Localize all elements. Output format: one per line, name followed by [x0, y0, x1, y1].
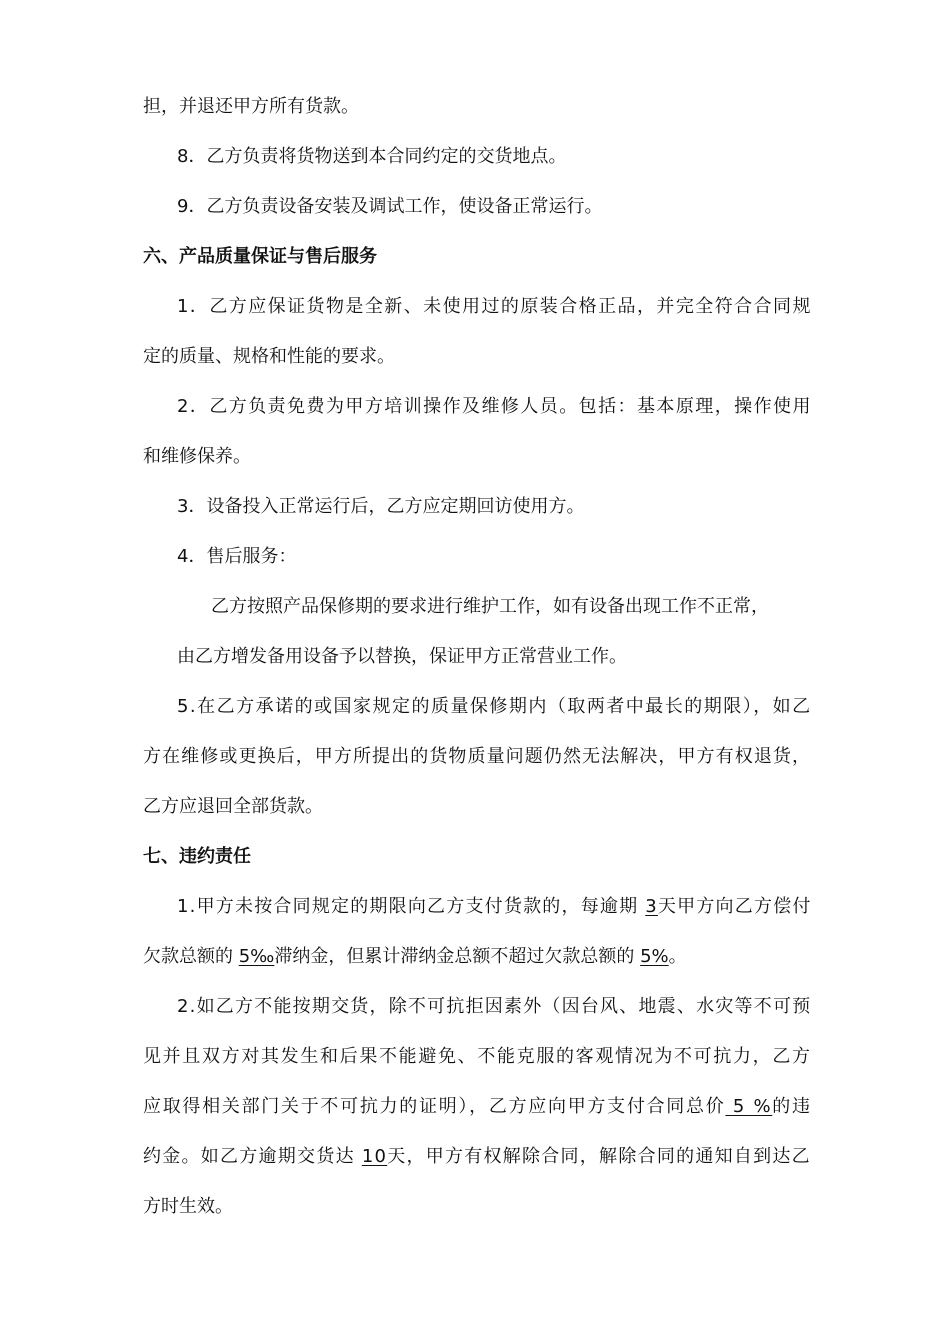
text-line: [143, 792, 323, 822]
text-segment: 由乙方增发备用设备予以替换，保证甲方正常营业工作。: [177, 646, 627, 667]
text-line: [177, 542, 296, 572]
text-segment: 欠款总额的: [143, 946, 239, 967]
text-segment: 3．设备投入正常运行后，乙方应定期回访使用方。: [177, 496, 585, 517]
text-segment: 4．售后服务：: [177, 546, 297, 567]
text-line: [177, 292, 812, 322]
text-line: [177, 492, 584, 522]
text-segment: 1.甲方未按合同规定的期限向乙方支付货款的，每逾期: [177, 896, 646, 917]
section-heading: [143, 842, 251, 872]
text-line: [177, 992, 811, 1022]
text-segment: 七、违约责任: [143, 846, 251, 867]
text-segment: 约金。如乙方逾期交货达: [143, 1146, 362, 1167]
text-line: [177, 392, 812, 422]
text-line: [177, 192, 602, 222]
text-segment: 2.如乙方不能按期交货，除不可抗拒因素外（因台风、地震、水灾等不可预: [177, 996, 812, 1017]
text-line: [177, 142, 566, 172]
text-line: [143, 442, 251, 472]
text-segment: 。: [668, 946, 687, 967]
text-segment: 乙方应退回全部货款。: [143, 796, 323, 817]
text-segment: 5.在乙方承诺的或国家规定的质量保修期内（取两者中最长的期限），如乙: [177, 696, 812, 717]
text-line: [143, 1092, 812, 1122]
text-segment: 六、产品质量保证与售后服务: [143, 246, 377, 267]
text-segment: 方时生效。: [143, 1196, 233, 1217]
text-segment: 乙方按照产品保修期的要求进行维护工作，如有设备出现工作不正常，: [211, 596, 769, 617]
underlined-value: 5%: [640, 946, 669, 967]
underlined-value: 5 %: [725, 1096, 773, 1117]
text-segment: 担，并退还甲方所有货款。: [143, 96, 359, 117]
underlined-value: 5‰: [238, 946, 275, 967]
text-segment: 的违: [772, 1096, 812, 1117]
text-segment: 见并且双方对其发生和后果不能避免、不能克服的客观情况为不可抗力，乙方: [143, 1046, 812, 1067]
section-heading: [143, 242, 377, 272]
text-line: [143, 342, 395, 372]
text-segment: 1．乙方应保证货物是全新、未使用过的原装合格正品，并完全符合合同规: [177, 296, 812, 317]
text-line: [177, 692, 812, 722]
text-line: [177, 642, 627, 672]
text-segment: 天甲方向乙方偿付: [657, 896, 812, 917]
text-line: [143, 942, 687, 972]
underlined-value: 10: [361, 1146, 388, 1167]
text-line: [143, 1192, 233, 1222]
underlined-value: 3: [645, 896, 658, 917]
text-segment: 8．乙方负责将货物送到本合同约定的交货地点。: [177, 146, 567, 167]
text-line: [177, 892, 812, 922]
text-line: [211, 592, 769, 622]
text-line: [143, 1042, 812, 1072]
text-line: [143, 92, 359, 122]
text-segment: 应取得相关部门关于不可抗力的证明），乙方应向甲方支付合同总价: [143, 1096, 726, 1117]
text-line: [143, 1142, 811, 1172]
text-segment: 滞纳金，但累计滞纳金总额不超过欠款总额的: [274, 946, 641, 967]
text-segment: 9．乙方负责设备安装及调试工作，使设备正常运行。: [177, 196, 603, 217]
text-segment: 天，甲方有权解除合同，解除合同的通知自到达乙: [387, 1146, 811, 1167]
text-segment: 2．乙方负责免费为甲方培训操作及维修人员。包括：基本原理，操作使用: [177, 396, 812, 417]
text-segment: 定的质量、规格和性能的要求。: [143, 346, 395, 367]
text-segment: 和维修保养。: [143, 446, 251, 467]
text-line: [143, 742, 811, 772]
text-segment: 方在维修或更换后，甲方所提出的货物质量问题仍然无法解决，甲方有权退货，: [143, 746, 812, 767]
